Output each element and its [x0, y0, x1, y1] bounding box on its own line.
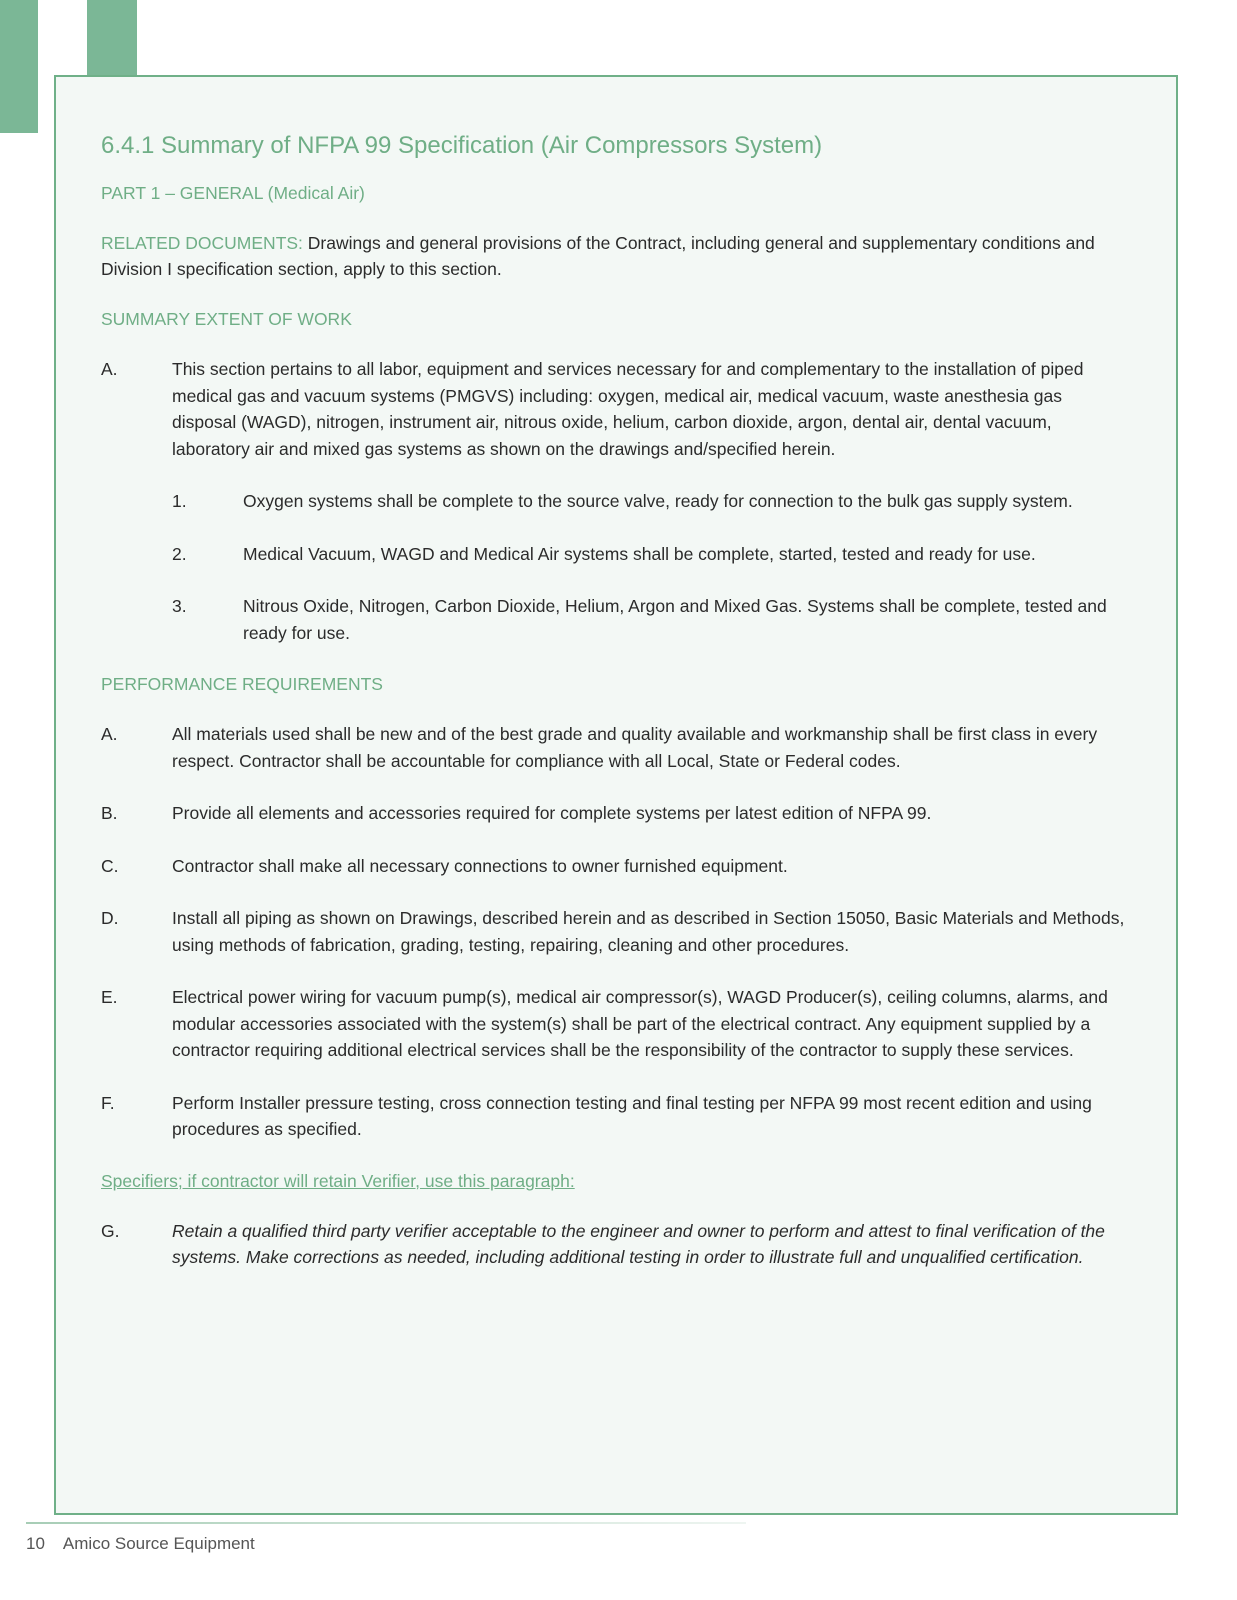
document-body — [101, 131, 1131, 1297]
subitem-marker: 1. — [172, 491, 187, 511]
footer-divider — [26, 1522, 746, 1524]
item-marker: E. — [101, 987, 118, 1007]
performance-item-b — [101, 800, 1131, 827]
section-title: 6.4.1 Summary of NFPA 99 Specification (Air Compressors System) — [101, 132, 823, 159]
item-marker: C. — [101, 855, 119, 876]
item-marker: D. — [101, 908, 119, 928]
summary-item-a — [101, 356, 1131, 462]
item-marker: A. — [101, 724, 118, 744]
item-text: Contractor shall make all necessary connections to owner furnished equipment. — [172, 855, 788, 876]
summary-subitem-2 — [172, 541, 1131, 568]
footer-label: Amico Source Equipment — [62, 1534, 255, 1553]
item-text: Electrical power wiring for vacuum pump(s), medical air compressor(s), WAGD Producer(s), ceiling columns, alarms, and modular accessories associated with the system(s) shall be part of the electrical contract. Any equipment supplied by a contractor requiring additional electrical services shall be the responsibility of the contractor to supply these services. — [172, 987, 1108, 1060]
page-number: 10 — [26, 1534, 45, 1553]
summary-heading: SUMMARY EXTENT OF WORK — [101, 309, 352, 329]
item-marker: G. — [101, 1220, 120, 1241]
verifier-item-g — [101, 1218, 1131, 1271]
performance-item-d — [101, 905, 1131, 958]
summary-subitem-1 — [172, 488, 1131, 515]
decorative-tab-left — [0, 0, 38, 133]
item-marker: A. — [101, 359, 118, 379]
subitem-text: Oxygen systems shall be complete to the source valve, ready for connection to the bulk gas supply system. — [243, 491, 1073, 511]
summary-subitem-3 — [172, 593, 1131, 646]
subitem-text: Medical Vacuum, WAGD and Medical Air systems shall be complete, started, tested and ready for use. — [243, 543, 1036, 564]
specifier-note-link[interactable]: Specifiers; if contractor will retain Verifier, use this paragraph: — [101, 1170, 575, 1191]
page-footer — [26, 1534, 255, 1554]
item-text: All materials used shall be new and of the best grade and quality available and workmanship shall be first class in every respect. Contractor shall be accountable for compliance with all Local, State or Federal codes. — [172, 724, 1098, 771]
related-documents-paragraph — [101, 230, 1131, 282]
item-text: Provide all elements and accessories required for complete systems per latest edition of NFPA 99. — [172, 803, 932, 823]
performance-item-a — [101, 721, 1131, 774]
related-documents-label: RELATED DOCUMENTS: — [101, 233, 303, 253]
performance-item-c — [101, 853, 1131, 880]
performance-heading: PERFORMANCE REQUIREMENTS — [101, 674, 383, 694]
subitem-marker: 2. — [172, 543, 187, 564]
part-heading: PART 1 – GENERAL (Medical Air) — [101, 183, 365, 203]
item-marker: F. — [101, 1092, 115, 1113]
related-documents-text: Drawings and general provisions of the Contract, including general and supplementary conditions and Division I specification section, apply to this section. — [101, 233, 1095, 279]
item-text: Install all piping as shown on Drawings, described herein and as described in Section 15050, Basic Materials and Methods, using methods of fabrication, grading, testing, repairing, cleaning and other procedures. — [172, 908, 1125, 955]
item-text: Perform Installer pressure testing, cross connection testing and final testing per NFPA 99 most recent edition and using procedures as specified. — [172, 1092, 1092, 1139]
item-text: This section pertains to all labor, equipment and services necessary for and complementary to the installation of piped medical gas and vacuum systems (PMGVS) including: oxygen, medical air, medical vacuum, waste anesthesia gas disposal (WAGD), nitrogen, instrument air, nitrous oxide, helium, carbon dioxide, argon, dental air, dental vacuum, laboratory air and mixed gas systems as shown on the drawings and/specified herein. — [172, 359, 1084, 459]
subitem-marker: 3. — [172, 596, 187, 616]
item-text: Retain a qualified third party verifier acceptable to the engineer and owner to perform and attest to final verification of the systems. Make corrections as needed, including additional testing in order to illustrate full and unqualified certification. — [172, 1220, 1105, 1267]
performance-item-e — [101, 984, 1131, 1064]
item-marker: B. — [101, 803, 118, 823]
performance-item-f — [101, 1090, 1131, 1143]
subitem-text: Nitrous Oxide, Nitrogen, Carbon Dioxide, Helium, Argon and Mixed Gas. Systems shall be complete, tested and ready for use. — [243, 596, 1107, 643]
